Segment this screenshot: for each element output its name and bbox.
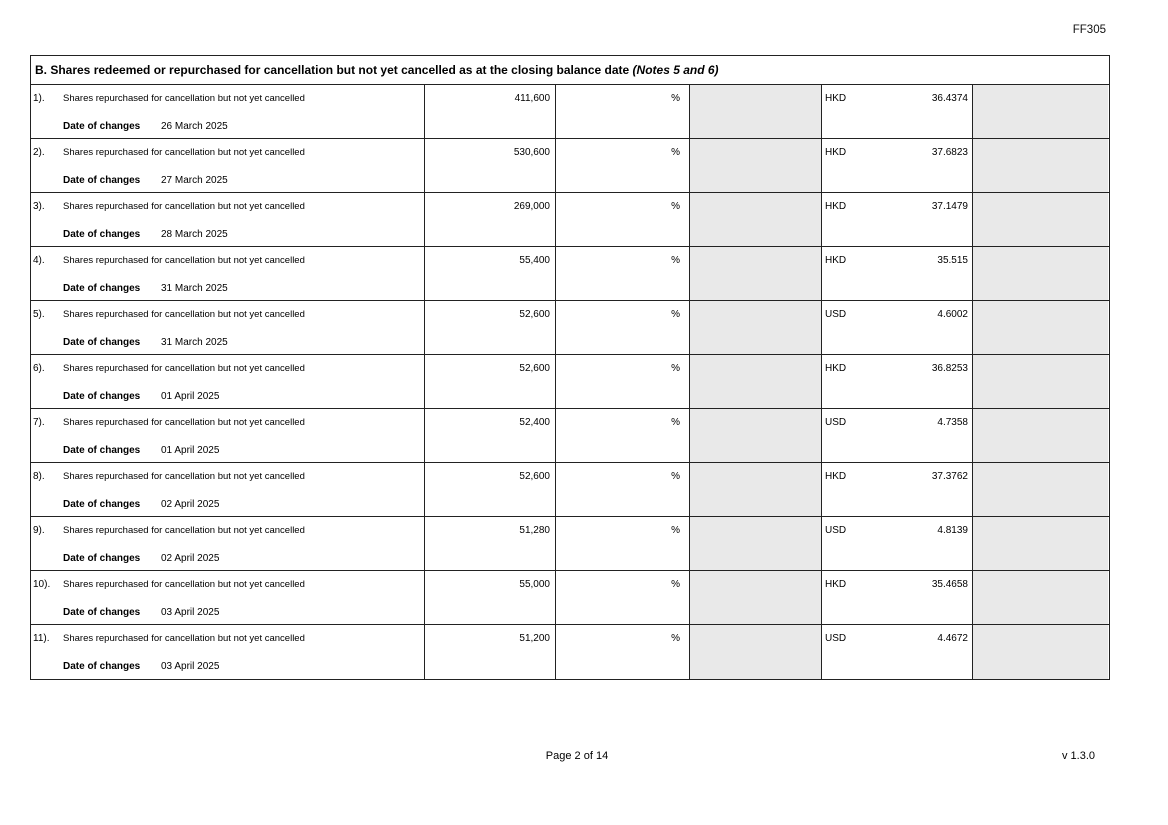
date-of-changes-value: 31 March 2025 — [161, 283, 228, 294]
row-number: 11). — [33, 633, 50, 644]
section-b-title-notes: (Notes 5 and 6) — [632, 63, 719, 77]
currency-code: USD — [825, 525, 847, 536]
date-of-changes-label: Date of changes — [63, 607, 141, 618]
row-number: 4). — [33, 255, 45, 266]
shares-count: 55,400 — [519, 255, 550, 266]
shaded-input-cell — [690, 409, 822, 462]
shaded-input-cell — [973, 139, 1108, 192]
price-cell — [822, 409, 973, 462]
price-cell — [822, 139, 973, 192]
percent-symbol: % — [671, 255, 680, 266]
shares-count-cell — [425, 625, 556, 679]
percent-symbol: % — [671, 363, 680, 374]
shares-count: 269,000 — [513, 201, 550, 212]
shares-count: 52,600 — [519, 363, 550, 374]
row-description: Shares repurchased for cancellation but not yet cancelled — [63, 363, 305, 374]
price-cell — [822, 355, 973, 408]
currency-code: HKD — [825, 363, 847, 374]
shaded-input-cell — [973, 355, 1108, 408]
price-value: 36.8253 — [931, 363, 968, 374]
percent-symbol: % — [671, 417, 680, 428]
table-rows-container — [31, 85, 1109, 679]
shaded-input-cell — [690, 301, 822, 354]
price-value: 4.4672 — [937, 633, 968, 644]
price-cell — [822, 193, 973, 246]
percent-symbol: % — [671, 579, 680, 590]
shaded-input-cell — [973, 625, 1108, 679]
shares-count-cell — [425, 247, 556, 300]
percent-cell — [556, 247, 690, 300]
price-value: 4.6002 — [937, 309, 968, 320]
description-cell — [31, 247, 425, 300]
table-row — [31, 193, 1109, 247]
date-of-changes-label: Date of changes — [63, 499, 141, 510]
percent-cell — [556, 409, 690, 462]
description-cell — [31, 517, 425, 570]
shaded-input-cell — [973, 571, 1108, 624]
price-value: 36.4374 — [931, 93, 968, 104]
date-of-changes-label: Date of changes — [63, 661, 141, 672]
price-cell — [822, 463, 973, 516]
row-number: 2). — [33, 147, 45, 158]
table-row — [31, 139, 1109, 193]
row-number: 6). — [33, 363, 45, 374]
shaded-input-cell — [690, 139, 822, 192]
page-number: Page 2 of 14 — [545, 750, 609, 762]
description-cell — [31, 409, 425, 462]
row-number: 9). — [33, 525, 45, 536]
row-description: Shares repurchased for cancellation but not yet cancelled — [63, 147, 305, 158]
shaded-input-cell — [690, 247, 822, 300]
price-value: 35.4658 — [931, 579, 968, 590]
shaded-input-cell — [690, 517, 822, 570]
percent-cell — [556, 139, 690, 192]
shaded-input-cell — [973, 247, 1108, 300]
shaded-input-cell — [690, 355, 822, 408]
description-cell — [31, 571, 425, 624]
date-of-changes-label: Date of changes — [63, 283, 141, 294]
currency-code: HKD — [825, 93, 847, 104]
description-cell — [31, 301, 425, 354]
currency-code: HKD — [825, 471, 847, 482]
date-of-changes-value: 03 April 2025 — [161, 661, 220, 672]
shares-count-cell — [425, 463, 556, 516]
section-b-title-text: B. Shares redeemed or repurchased for cancellation but not yet cancelled as at the closing balance date — [35, 63, 633, 77]
row-description: Shares repurchased for cancellation but not yet cancelled — [63, 471, 305, 482]
table-row — [31, 355, 1109, 409]
date-of-changes-label: Date of changes — [63, 229, 141, 240]
date-of-changes-label: Date of changes — [63, 391, 141, 402]
description-cell — [31, 625, 425, 679]
price-cell — [822, 85, 973, 138]
shares-count: 51,280 — [519, 525, 550, 536]
date-of-changes-value: 31 March 2025 — [161, 337, 228, 348]
currency-code: HKD — [825, 579, 847, 590]
row-description: Shares repurchased for cancellation but not yet cancelled — [63, 525, 305, 536]
shaded-input-cell — [690, 463, 822, 516]
shaded-input-cell — [690, 571, 822, 624]
date-of-changes-label: Date of changes — [63, 121, 141, 132]
shaded-input-cell — [973, 409, 1108, 462]
percent-cell — [556, 193, 690, 246]
shares-count: 411,600 — [514, 93, 550, 104]
currency-code: USD — [825, 417, 847, 428]
percent-cell — [556, 85, 690, 138]
shares-count-cell — [425, 139, 556, 192]
description-cell — [31, 463, 425, 516]
shaded-input-cell — [973, 301, 1108, 354]
shares-count-cell — [425, 571, 556, 624]
row-number: 5). — [33, 309, 45, 320]
section-b-title — [31, 56, 1109, 85]
table-row — [31, 463, 1109, 517]
percent-symbol: % — [671, 471, 680, 482]
table-row — [31, 301, 1109, 355]
price-value: 37.1479 — [931, 201, 968, 212]
price-value: 4.7358 — [937, 417, 968, 428]
description-cell — [31, 85, 425, 138]
shares-count-cell — [425, 193, 556, 246]
percent-cell — [556, 301, 690, 354]
row-description: Shares repurchased for cancellation but not yet cancelled — [63, 201, 305, 212]
description-cell — [31, 193, 425, 246]
shaded-input-cell — [690, 85, 822, 138]
shares-count: 51,200 — [519, 633, 550, 644]
shaded-input-cell — [973, 517, 1108, 570]
row-number: 10). — [33, 579, 51, 590]
shares-count-cell — [425, 85, 556, 138]
row-description: Shares repurchased for cancellation but not yet cancelled — [63, 579, 305, 590]
date-of-changes-label: Date of changes — [63, 175, 141, 186]
currency-code: USD — [825, 309, 847, 320]
shares-count: 52,400 — [519, 417, 550, 428]
row-number: 7). — [33, 417, 45, 428]
date-of-changes-label: Date of changes — [63, 445, 141, 456]
row-description: Shares repurchased for cancellation but not yet cancelled — [63, 633, 305, 644]
shaded-input-cell — [973, 85, 1108, 138]
percent-symbol: % — [671, 201, 680, 212]
date-of-changes-value: 28 March 2025 — [161, 229, 228, 240]
table-row — [31, 85, 1109, 139]
currency-code: USD — [825, 633, 847, 644]
percent-cell — [556, 571, 690, 624]
currency-code: HKD — [825, 255, 847, 266]
percent-cell — [556, 463, 690, 516]
row-number: 1). — [33, 93, 45, 104]
date-of-changes-value: 27 March 2025 — [161, 175, 228, 186]
date-of-changes-value: 26 March 2025 — [161, 121, 228, 132]
date-of-changes-value: 01 April 2025 — [161, 391, 220, 402]
percent-symbol: % — [671, 525, 680, 536]
row-number: 8). — [33, 471, 45, 482]
price-value: 37.6823 — [931, 147, 968, 158]
price-cell — [822, 625, 973, 679]
shares-count: 52,600 — [519, 471, 550, 482]
shaded-input-cell — [973, 463, 1108, 516]
row-description: Shares repurchased for cancellation but not yet cancelled — [63, 417, 305, 428]
percent-symbol: % — [671, 633, 680, 644]
shares-count-cell — [425, 409, 556, 462]
price-cell — [822, 247, 973, 300]
currency-code: HKD — [825, 147, 847, 158]
table-row — [31, 625, 1109, 679]
percent-cell — [556, 625, 690, 679]
price-cell — [822, 301, 973, 354]
percent-symbol: % — [671, 93, 680, 104]
price-value: 4.8139 — [937, 525, 968, 536]
section-b-table — [30, 55, 1110, 680]
row-description: Shares repurchased for cancellation but not yet cancelled — [63, 255, 305, 266]
version-label: v 1.3.0 — [1061, 750, 1095, 762]
price-cell — [822, 571, 973, 624]
shares-count: 52,600 — [519, 309, 550, 320]
row-number: 3). — [33, 201, 45, 212]
shares-count: 55,000 — [519, 579, 550, 590]
shares-count-cell — [425, 517, 556, 570]
percent-symbol: % — [671, 147, 680, 158]
shaded-input-cell — [690, 193, 822, 246]
price-value: 37.3762 — [931, 471, 968, 482]
percent-cell — [556, 517, 690, 570]
row-description: Shares repurchased for cancellation but not yet cancelled — [63, 93, 305, 104]
shares-count-cell — [425, 355, 556, 408]
date-of-changes-label: Date of changes — [63, 337, 141, 348]
date-of-changes-value: 03 April 2025 — [161, 607, 220, 618]
table-row — [31, 409, 1109, 463]
date-of-changes-label: Date of changes — [63, 553, 141, 564]
shares-count-cell — [425, 301, 556, 354]
table-row — [31, 517, 1109, 571]
date-of-changes-value: 02 April 2025 — [161, 499, 220, 510]
description-cell — [31, 139, 425, 192]
shaded-input-cell — [690, 625, 822, 679]
date-of-changes-value: 02 April 2025 — [161, 553, 220, 564]
currency-code: HKD — [825, 201, 847, 212]
percent-cell — [556, 355, 690, 408]
price-value: 35.515 — [937, 255, 968, 266]
table-row — [31, 247, 1109, 301]
table-row — [31, 571, 1109, 625]
form-code-label: FF305 — [1072, 24, 1106, 36]
shares-count: 530,600 — [513, 147, 550, 158]
percent-symbol: % — [671, 309, 680, 320]
row-description: Shares repurchased for cancellation but not yet cancelled — [63, 309, 305, 320]
shaded-input-cell — [973, 193, 1108, 246]
date-of-changes-value: 01 April 2025 — [161, 445, 220, 456]
price-cell — [822, 517, 973, 570]
description-cell — [31, 355, 425, 408]
